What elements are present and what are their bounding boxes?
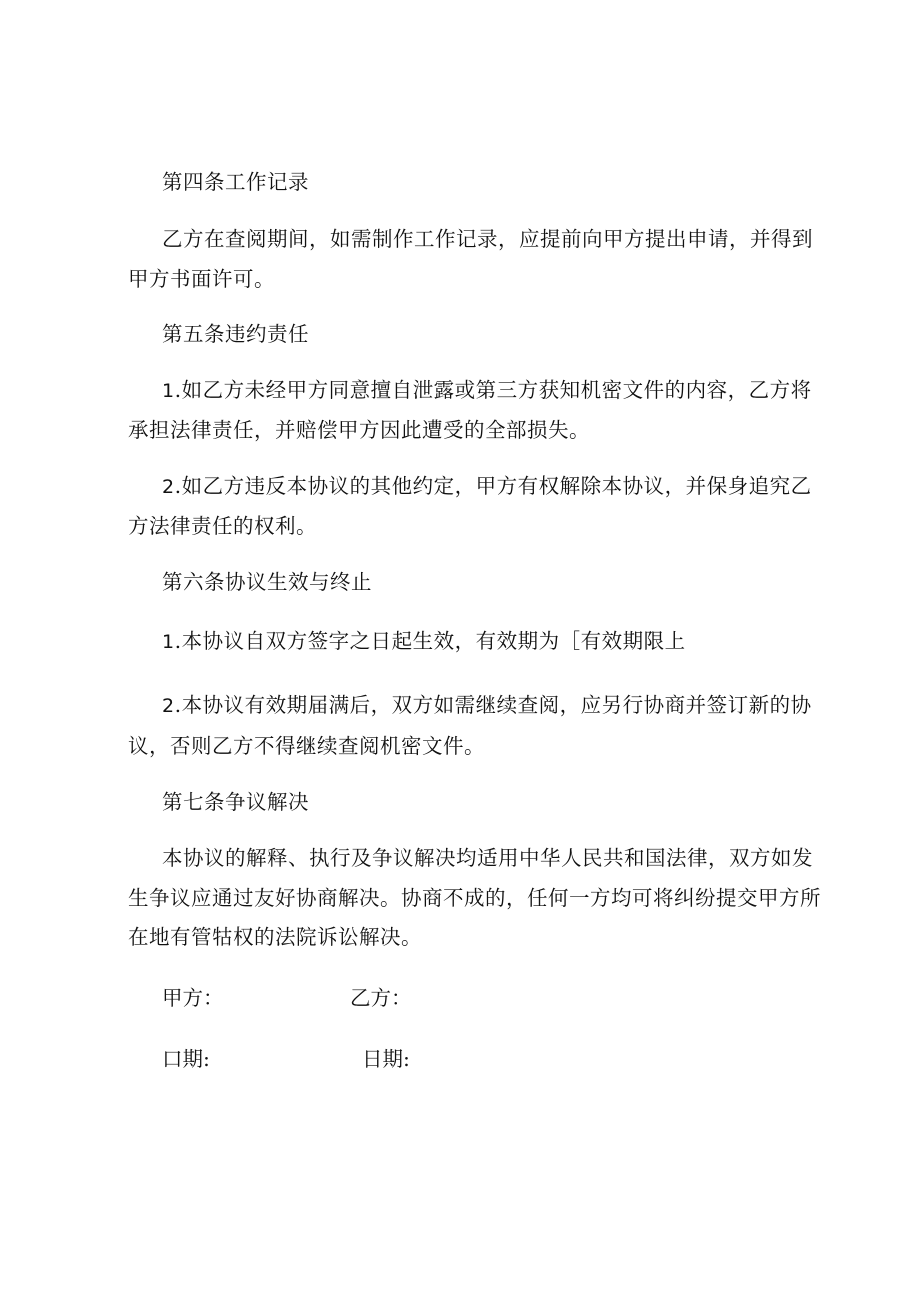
- article-4-text-line-1: 乙方在查阅期间，如需制作工作记录，应提前向甲方提出申请，并得到: [162, 227, 813, 251]
- article-7-text-line-1: 本协议的解释、执行及争议解决均适用中华人民共和国法律，双方如发: [162, 846, 813, 870]
- item-text: .如乙方未经甲方同意擅自泄露或第三方获知机密文件的内容，乙方将: [174, 378, 812, 402]
- article-5-item-2-line-1: [162, 472, 842, 501]
- article-6-item-2-line-1: [162, 691, 842, 720]
- party-b-signature-label: 乙方：: [350, 986, 412, 1010]
- item-number: 2: [162, 476, 175, 498]
- article-5-heading: 第五条违约责任: [162, 322, 309, 346]
- party-b-date-label: 日期:: [362, 1047, 410, 1071]
- item-number: 1: [162, 631, 175, 653]
- item-text: .本协议自双方签字之日起生效，有效期为［有效期限上: [174, 629, 686, 653]
- article-4-text-line-2: 甲方书面许可。: [128, 267, 275, 291]
- article-5-item-1-line-1: [162, 376, 842, 405]
- article-6-heading: 第六条协议生效与终止: [162, 570, 372, 594]
- party-a-date-label: 口期:: [162, 1047, 210, 1071]
- article-7-text-line-3: 在地有管牯权的法院诉讼解决。: [128, 925, 422, 949]
- item-number: 2: [162, 695, 175, 717]
- article-6-item-1-line-1: [162, 627, 842, 656]
- item-text: .如乙方违反本协议的其他约定，甲方有权解除本协议，并保身追究乙: [174, 474, 812, 498]
- article-4-heading: 第四条工作记录: [162, 170, 309, 194]
- article-7-text-line-2: 生争议应通过友好协商解决。协商不成的，任何一方均可将纠纷提交甲方所: [128, 886, 821, 910]
- article-6-item-2-line-2: 议，否则乙方不得继续查阅机密文件。: [128, 734, 485, 758]
- party-a-signature-label: 甲方：: [162, 986, 224, 1010]
- article-5-item-1-line-2: 承担法律责任，并赔偿甲方因此遭受的全部损失。: [128, 418, 590, 442]
- article-5-item-2-line-2: 方法律责任的权利。: [128, 514, 317, 538]
- item-text: .本协议有效期届满后，双方如需继续查阅，应另行协商并签订新的协: [174, 693, 812, 717]
- article-7-heading: 第七条争议解决: [162, 790, 309, 814]
- item-number: 1: [162, 380, 175, 402]
